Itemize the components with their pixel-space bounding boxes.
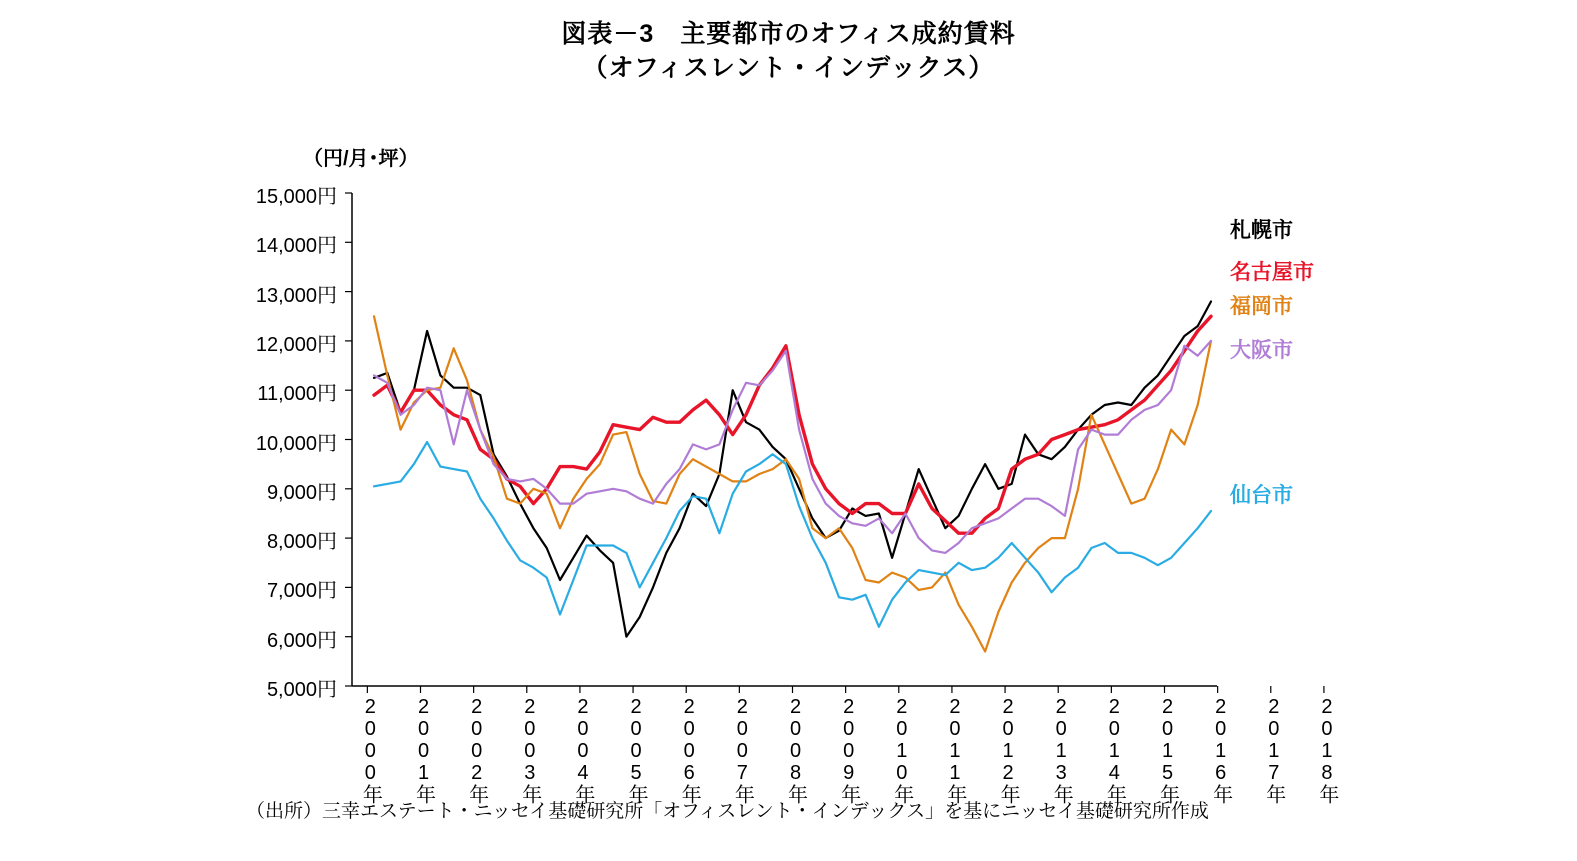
y-axis-tick-label: 11,000円 [257, 383, 337, 406]
x-axis-tick-label: 2005年 [625, 696, 648, 804]
chart-title-line-2: （オフィスレント・インデックス） [582, 53, 995, 82]
y-axis-tick-label: 8,000円 [266, 531, 337, 554]
legend-item-1: 名古屋市 [1230, 261, 1314, 284]
x-axis-tick-label: 2017年 [1262, 696, 1285, 804]
y-axis-unit-label: （円/月･坪） [303, 148, 419, 170]
legend-item-2: 福岡市 [1230, 295, 1293, 318]
x-axis-tick-label: 2012年 [997, 696, 1020, 804]
x-axis-tick-label: 2002年 [465, 696, 488, 804]
x-axis-tick-label: 2014年 [1103, 696, 1126, 804]
x-axis-tick-label: 2016年 [1209, 696, 1232, 804]
y-axis-tick-label: 7,000円 [266, 580, 337, 603]
y-axis-tick-label: 10,000円 [255, 432, 337, 455]
x-axis-tick-label: 2009年 [837, 696, 860, 804]
x-axis-tick-label: 2010年 [890, 696, 913, 804]
legend-item-3: 大阪市 [1230, 339, 1293, 362]
y-axis-tick-label: 6,000円 [266, 629, 337, 652]
y-axis-tick-label: 9,000円 [266, 481, 337, 504]
x-axis-tick-label: 2004年 [571, 696, 594, 804]
legend-item-4: 仙台市 [1230, 484, 1293, 507]
y-axis-tick-label: 5,000円 [266, 679, 337, 701]
x-axis-tick-label: 2015年 [1156, 696, 1179, 804]
x-axis-tick-label: 2018年 [1315, 696, 1338, 804]
x-axis-tick-label: 2000年 [359, 696, 382, 804]
series-line-1 [374, 316, 1211, 533]
legend-item-0: 札幌市 [1230, 219, 1293, 242]
y-axis-tick-label: 15,000円 [255, 186, 337, 208]
x-axis-tick-label: 2008年 [784, 696, 807, 804]
x-axis-tick-label: 2003年 [518, 696, 541, 804]
y-axis-tick-label: 13,000円 [255, 284, 337, 307]
y-axis-tick-label: 14,000円 [255, 235, 337, 258]
y-axis-tick-label: 12,000円 [255, 333, 337, 356]
source-note: （出所）三幸エステート・ニッセイ基礎研究所「オフィスレント・インデックス」を基にニッセイ基礎研究所作成 [246, 801, 1209, 822]
x-axis-tick-label: 2013年 [1050, 696, 1073, 804]
x-axis-tick-label: 2001年 [412, 696, 435, 804]
chart-title-line-1: 図表－3 主要都市のオフィス成約賃料 [561, 20, 1016, 48]
x-axis-tick-label: 2011年 [943, 696, 966, 804]
x-axis-tick-label: 2006年 [678, 696, 701, 804]
x-axis-tick-label: 2007年 [731, 696, 754, 804]
